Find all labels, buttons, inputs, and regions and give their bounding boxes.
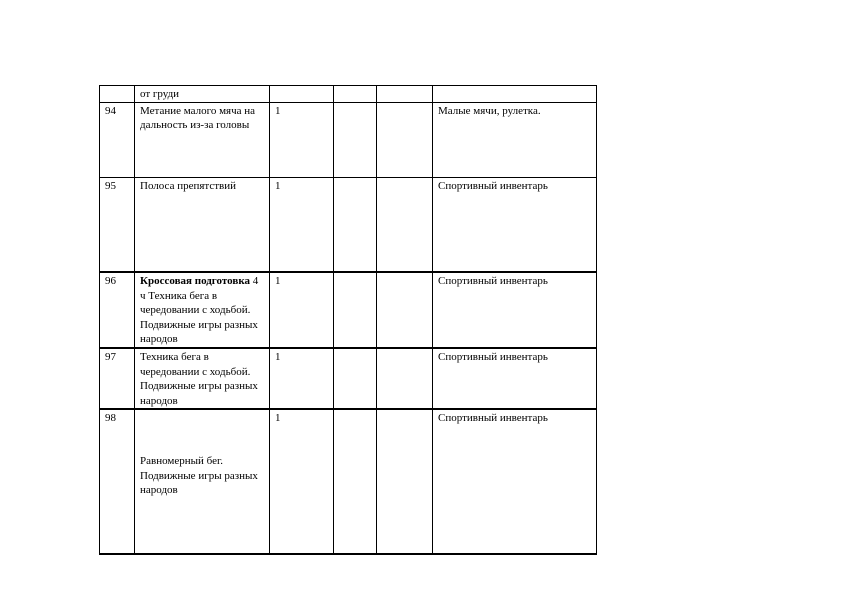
table-row bbox=[100, 177, 597, 272]
lesson-topic bbox=[135, 409, 270, 554]
lesson-date-plan bbox=[334, 177, 377, 272]
table-row bbox=[100, 102, 597, 177]
lesson-topic bbox=[135, 177, 270, 272]
lesson-topic-text: 4 ч Техника бега в чередовании с ходьбой. Подвижные игры разных народов bbox=[140, 275, 259, 345]
lesson-hours: 1 bbox=[270, 177, 334, 272]
lesson-date-fact bbox=[377, 348, 433, 409]
lesson-equipment: Спортивный инвентарь bbox=[433, 348, 597, 409]
lesson-equipment bbox=[433, 86, 597, 103]
lesson-hours: 1 bbox=[270, 348, 334, 409]
lesson-hours: 1 bbox=[270, 409, 334, 554]
lesson-date-fact bbox=[377, 272, 433, 348]
lesson-number: 94 bbox=[100, 102, 135, 177]
lesson-topic bbox=[135, 348, 270, 409]
lesson-topic-text: Полоса препятствий bbox=[140, 179, 237, 192]
lesson-equipment: Спортивный инвентарь bbox=[433, 409, 597, 554]
lesson-date-plan bbox=[334, 86, 377, 103]
lesson-number: 96 bbox=[100, 272, 135, 348]
lesson-topic bbox=[135, 102, 270, 177]
lesson-topic bbox=[135, 272, 270, 348]
lesson-equipment: Спортивный инвентарь bbox=[433, 177, 597, 272]
cell-spacer bbox=[140, 411, 265, 454]
lesson-hours: 1 bbox=[270, 272, 334, 348]
lesson-date-fact bbox=[377, 102, 433, 177]
lesson-plan-table bbox=[99, 85, 597, 555]
lesson-date-fact bbox=[377, 86, 433, 103]
lesson-hours: 1 bbox=[270, 102, 334, 177]
table-row bbox=[100, 272, 597, 348]
table-row bbox=[100, 409, 597, 554]
lesson-topic-text: от груди bbox=[140, 88, 180, 100]
lesson-topic-text: Равномерный бег. Подвижные игры разных народов bbox=[140, 455, 258, 496]
lesson-hours bbox=[270, 86, 334, 103]
lesson-equipment: Малые мячи, рулетка. bbox=[433, 102, 597, 177]
lesson-date-plan bbox=[334, 348, 377, 409]
lesson-date-plan bbox=[334, 272, 377, 348]
lesson-equipment: Спортивный инвентарь bbox=[433, 272, 597, 348]
lesson-date-plan bbox=[334, 409, 377, 554]
table-row bbox=[100, 86, 597, 103]
lesson-date-fact bbox=[377, 409, 433, 554]
lesson-date-fact bbox=[377, 177, 433, 272]
lesson-topic bbox=[135, 86, 270, 103]
lesson-topic-text: Техника бега в чередовании с ходьбой. Подвижные игры разных народов bbox=[140, 351, 258, 407]
lesson-topic-text: Метание малого мяча на дальность из-за головы bbox=[140, 104, 256, 131]
lesson-number: 98 bbox=[100, 409, 135, 554]
lesson-number bbox=[100, 86, 135, 103]
table-row bbox=[100, 348, 597, 409]
lesson-date-plan bbox=[334, 102, 377, 177]
lesson-number: 95 bbox=[100, 177, 135, 272]
lesson-number: 97 bbox=[100, 348, 135, 409]
section-title: Кроссовая подготовка bbox=[140, 275, 250, 287]
